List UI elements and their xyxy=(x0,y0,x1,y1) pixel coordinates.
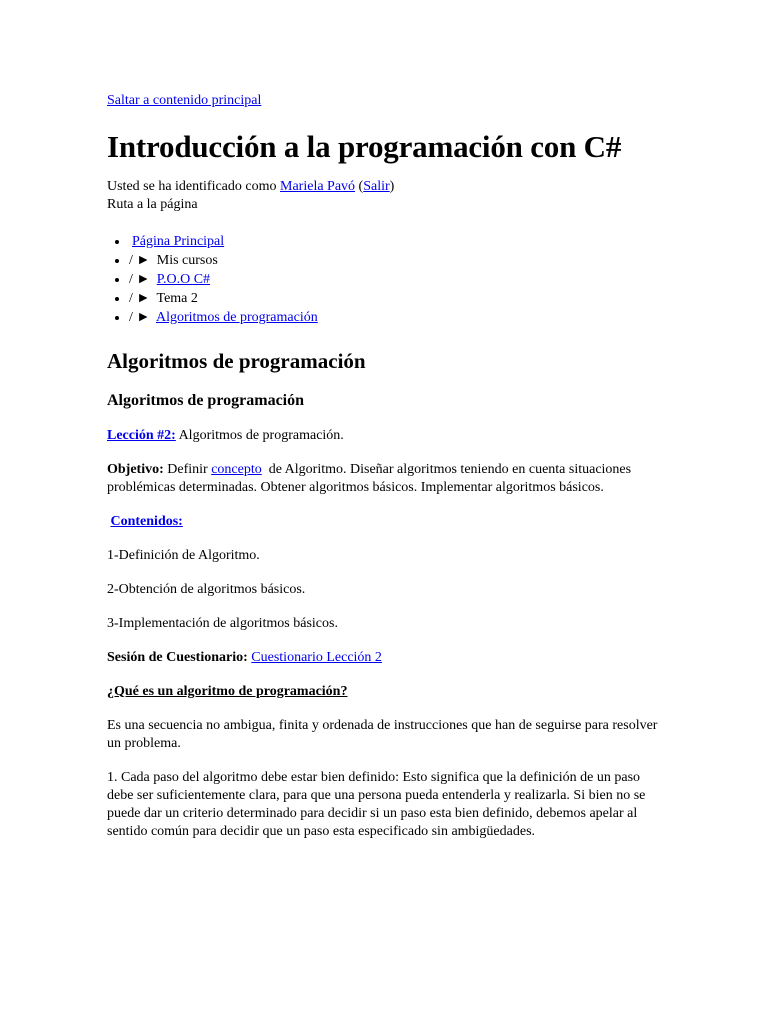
login-info xyxy=(107,178,667,196)
breadcrumb-item-home xyxy=(129,232,667,251)
breadcrumb-item-course xyxy=(129,270,667,289)
breadcrumb-link-course[interactable]: P.O.O C# xyxy=(156,272,211,287)
breadcrumb-text-my-courses: Mis cursos xyxy=(156,253,218,268)
breadcrumb-separator: / ► xyxy=(129,291,151,306)
logout-link[interactable]: Salir xyxy=(363,179,390,194)
objective-paragraph xyxy=(107,461,667,497)
login-prefix: Usted se ha identificado como xyxy=(107,179,277,194)
breadcrumb-item-my-courses xyxy=(129,251,667,270)
breadcrumb-separator: / ► xyxy=(129,253,151,268)
logout-open-paren: ( xyxy=(358,179,364,194)
quiz-label: Sesión de Cuestionario: xyxy=(107,650,248,665)
breadcrumb-link-algorithms[interactable]: Algoritmos de programación xyxy=(155,310,318,325)
breadcrumb-item-algorithms xyxy=(129,308,667,327)
objective-prefix: Definir xyxy=(167,462,208,477)
contents-item-1: 1-Definición de Algoritmo. xyxy=(107,548,260,563)
logout-close-paren: ) xyxy=(389,179,395,194)
breadcrumb-separator: / ► xyxy=(129,272,151,287)
objective-label: Objetivo: xyxy=(107,462,164,477)
contents-item-3: 3-Implementación de algoritmos básicos. xyxy=(107,616,338,631)
lesson-text: Algoritmos de programación. xyxy=(178,428,344,443)
contents-link[interactable]: Contenidos: xyxy=(110,514,183,529)
lesson-line xyxy=(107,427,667,445)
objective-text: de Algoritmo. Diseñar algoritmos teniendo en cuenta situaciones problémicas determinadas. Obtener algoritmos básicos. Implementar algoritmos básicos. xyxy=(107,462,632,495)
skip-to-content-link[interactable]: Saltar a contenido principal xyxy=(107,93,262,108)
lesson-link[interactable]: Lección #2: xyxy=(107,428,176,443)
quiz-link[interactable]: Cuestionario Lección 2 xyxy=(251,650,382,665)
breadcrumb-link-home[interactable]: Página Principal xyxy=(132,234,225,249)
page-title: Introducción a la programación con C# xyxy=(107,129,622,164)
subsection-title: Algoritmos de programación xyxy=(107,392,305,409)
concept-link[interactable]: concepto xyxy=(211,462,262,477)
user-name-link[interactable]: Mariela Pavó xyxy=(280,179,356,194)
route-label: Ruta a la página xyxy=(107,197,198,212)
contents-item-2: 2-Obtención de algoritmos básicos. xyxy=(107,582,306,597)
definition-paragraph: Es una secuencia no ambigua, finita y ordenada de instrucciones que han de seguirse para resolver un problema. xyxy=(107,718,658,751)
breadcrumb-separator: / ► xyxy=(129,310,151,325)
breadcrumb xyxy=(107,232,667,327)
step-1-paragraph: 1. Cada paso del algoritmo debe estar bien definido: Esto significa que la definición de un paso debe ser suficientemente clara, para que una persona pueda entenderla y realizarla. Si bien no se puede dar un criterio determinado para decidir si un paso esta bien definido, debemos apelar al sentido común para decidir que un paso esta especificado sin ambigüedades. xyxy=(107,770,646,839)
contents-line xyxy=(107,513,667,531)
breadcrumb-text-topic: Tema 2 xyxy=(156,291,198,306)
question-heading: ¿Qué es un algoritmo de programación? xyxy=(107,684,348,699)
quiz-line xyxy=(107,649,667,667)
section-title: Algoritmos de programación xyxy=(107,349,366,373)
breadcrumb-item-topic xyxy=(129,289,667,308)
